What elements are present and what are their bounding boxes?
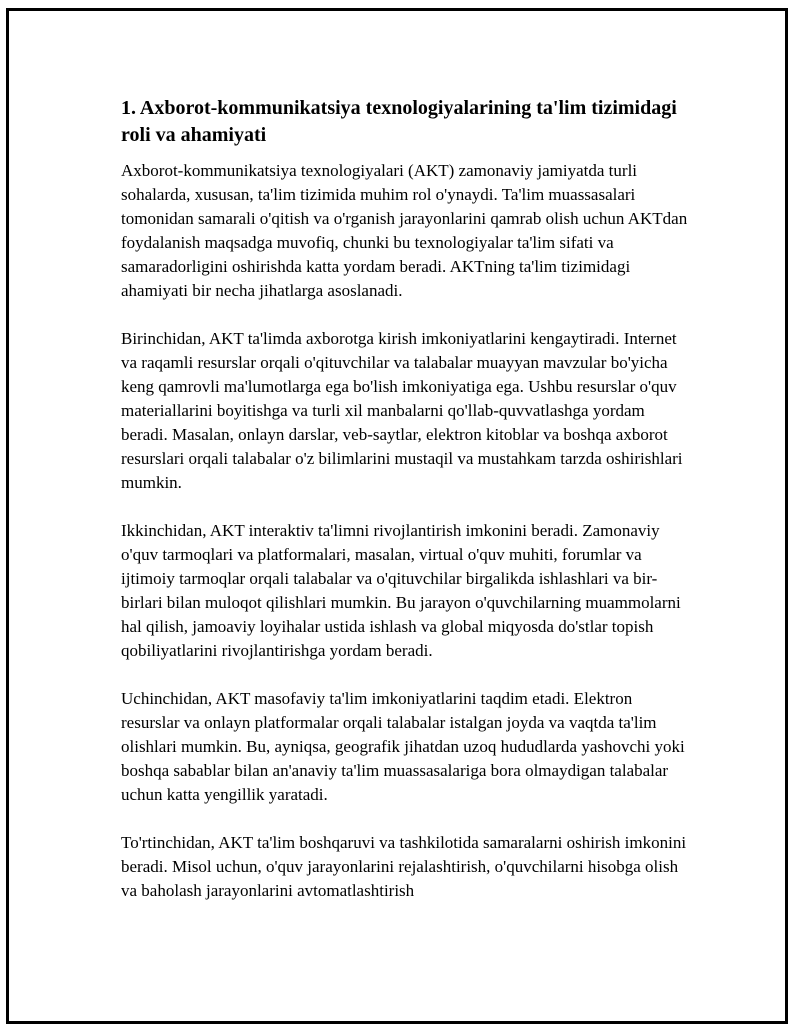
- paragraph-first-point: Birinchidan, AKT ta'limda axborotga kirish imkoniyatlarini kengaytiradi. Internet va raqamli resurslar orqali o'qituvchilar va talabalar muayyan mavzular bo'yicha keng qamrovli ma'lumotlarga ega bo'lish imkoniyatiga ega. Ushbu resurslar o'quv materiallarini boyitishga va turli xil manbalarni qo'llab-quvvatlashga yordam beradi. Masalan, onlayn darslar, veb-saytlar, elektron kitoblar va boshqa axborot resurslari orqali talabalar o'z bilimlarini mustaqil va mustahkam tarzda oshirishlari mumkin.: [121, 329, 683, 492]
- paragraph-fourth-point: To'rtinchidan, AKT ta'lim boshqaruvi va tashkilotida samaralarni oshirish imkonini beradi. Misol uchun, o'quv jarayonlarini rejalashtirish, o'quvchilarni hisobga olish va baholash jarayonlarini avtomatlashtirish: [121, 833, 687, 900]
- document-body: [121, 95, 691, 903]
- paragraph-intro: Axborot-kommunikatsiya texnologiyalari (AKT) zamonaviy jamiyatda turli sohalarda, xususan, ta'lim tizimida muhim rol o'ynaydi. Ta'lim muassasalari tomonidan samarali o'qitish va o'rganish jarayonlarini qamrab olish uchun AKTdan foydalanish maqsadga muvofiq, chunki bu texnologiyalar ta'lim sifati va samaradorligini oshirishda katta yordam beradi. AKTning ta'lim tizimidagi ahamiyati bir necha jihatlarga asoslanadi.: [121, 161, 688, 300]
- document-page: [6, 8, 788, 1024]
- section-heading: 1. Axborot-kommunikatsiya texnologiyalarining ta'lim tizimidagi roli va ahamiyati: [121, 97, 677, 146]
- paragraph-third-point: Uchinchidan, AKT masofaviy ta'lim imkoniyatlarini taqdim etadi. Elektron resurslar va onlayn platformalar orqali talabalar istalgan joyda va vaqtda ta'lim olishlari mumkin. Bu, ayniqsa, geografik jihatdan uzoq hududlarda yashovchi yoki boshqa sabablar bilan an'anaviy ta'lim muassasalariga bora olmaydigan talabalar uchun katta yengillik yaratadi.: [121, 689, 685, 804]
- paragraph-second-point: Ikkinchidan, AKT interaktiv ta'limni rivojlantirish imkonini beradi. Zamonaviy o'quv tarmoqlari va platformalari, masalan, virtual o'quv muhiti, forumlar va ijtimoiy tarmoqlar orqali talabalar va o'qituvchilar birgalikda ishlashlari va bir-birlari bilan muloqot qilishlari mumkin. Bu jarayon o'quvchilarning muammolarni hal qilish, jamoaviy loyihalar ustida ishlash va global miqyosda do'stlar topish qobiliyatlarini rivojlantirishga yordam beradi.: [121, 521, 681, 660]
